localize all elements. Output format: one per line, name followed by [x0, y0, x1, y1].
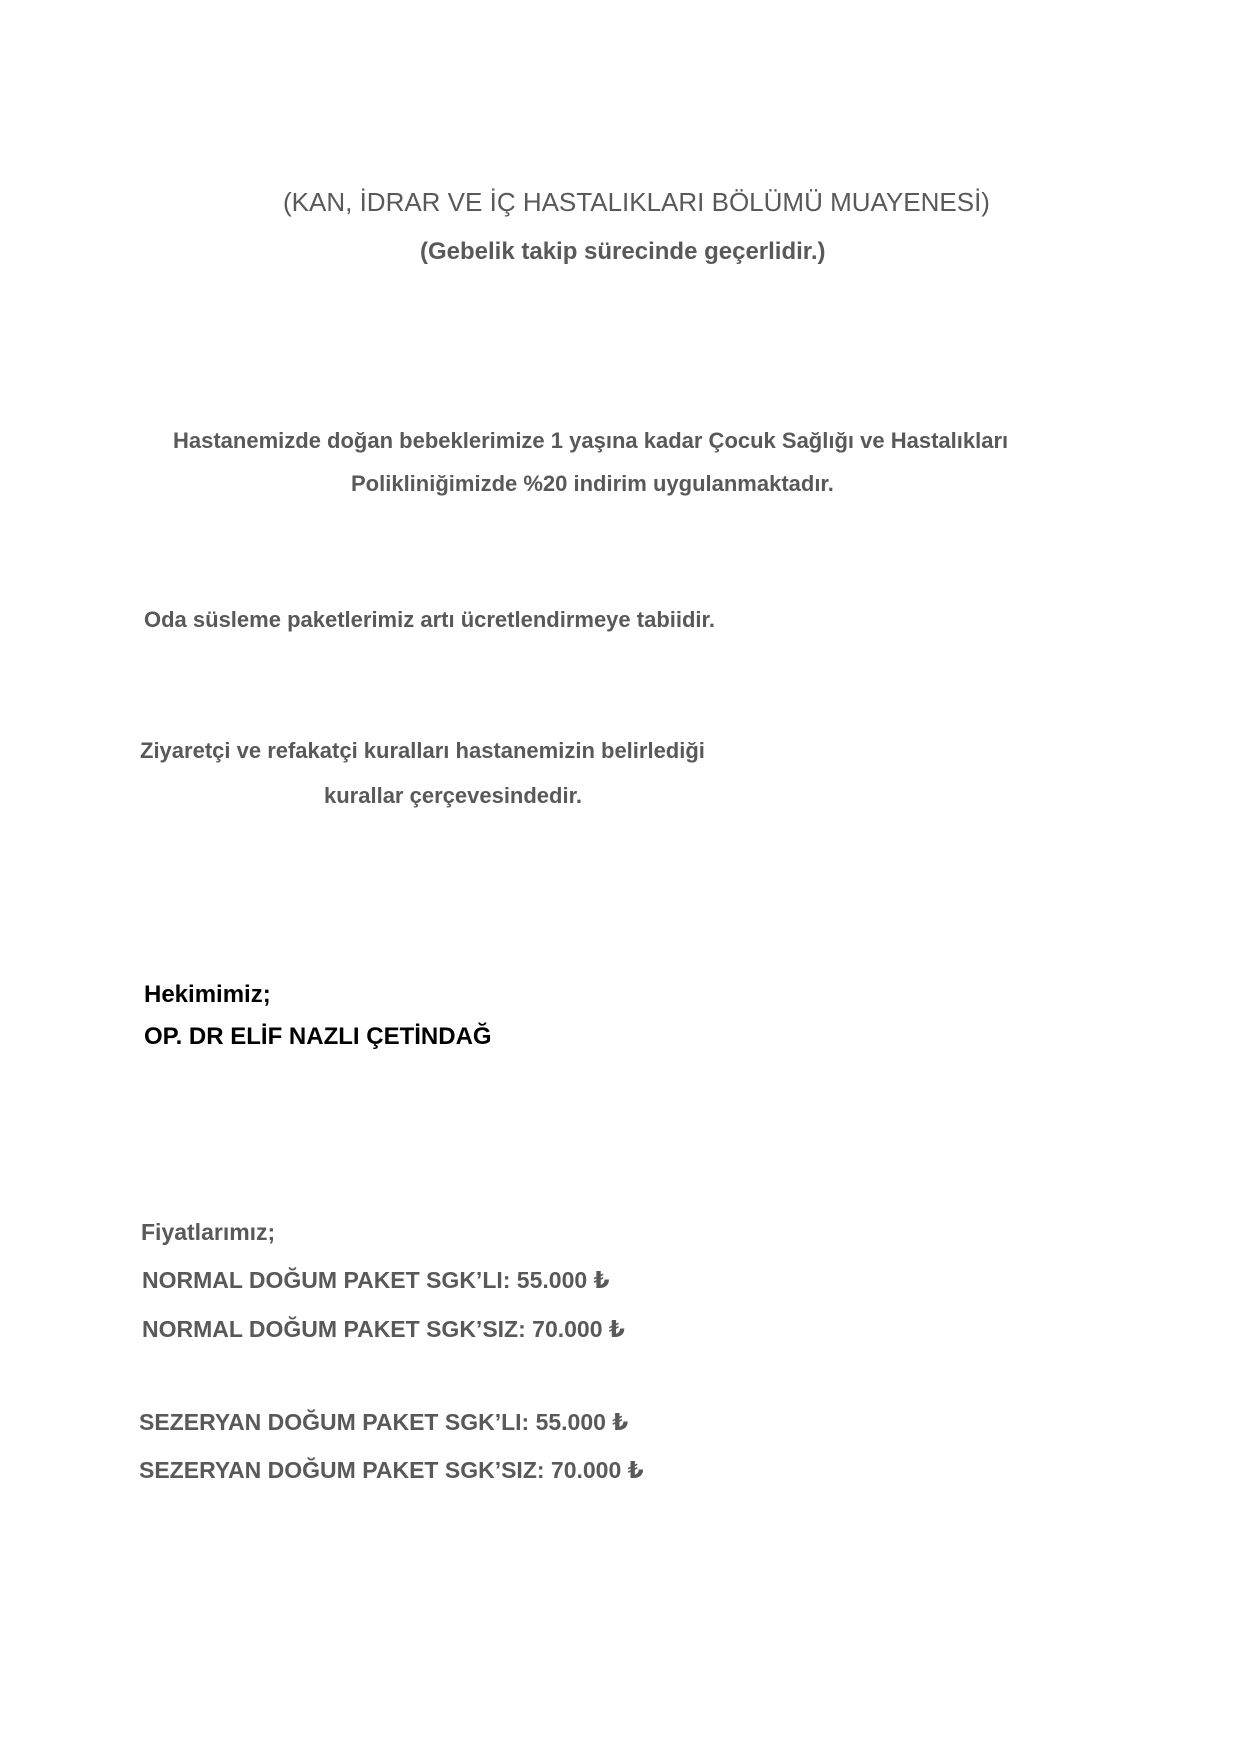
price-line-cesarean-birth-sgk: SEZERYAN DOĞUM PAKET SGK’LI: 55.000 ₺: [139, 1409, 629, 1435]
visitor-rules-note-line2: kurallar çerçevesindedir.: [324, 783, 583, 808]
pregnancy-validity-subtitle: (Gebelik takip sürecinde geçerlidir.): [420, 238, 826, 265]
doctor-name: OP. DR ELİF NAZLI ÇETİNDAĞ: [144, 1023, 492, 1050]
price-line-cesarean-birth-no-sgk: SEZERYAN DOĞUM PAKET SGK’SIZ: 70.000 ₺: [139, 1457, 644, 1483]
room-decoration-note: Oda süsleme paketlerimiz artı ücretlendirmeye tabiidir.: [144, 607, 716, 632]
price-line-normal-birth-no-sgk: NORMAL DOĞUM PAKET SGK’SIZ: 70.000 ₺: [142, 1316, 625, 1342]
newborn-discount-note-line2: Polikliniğimizde %20 indirim uygulanmaktadır.: [351, 471, 834, 496]
doctor-section-heading: Hekimimiz;: [144, 981, 271, 1008]
exam-scope-title: (KAN, İDRAR VE İÇ HASTALIKLARI BÖLÜMÜ MUAYENESİ): [283, 187, 990, 217]
prices-section-heading: Fiyatlarımız;: [141, 1219, 276, 1245]
newborn-discount-note-line1: Hastanemizde doğan bebeklerimize 1 yaşına kadar Çocuk Sağlığı ve Hastalıkları: [173, 428, 1009, 453]
price-line-normal-birth-sgk: NORMAL DOĞUM PAKET SGK’LI: 55.000 ₺: [142, 1267, 610, 1293]
visitor-rules-note-line1: Ziyaretçi ve refakatçi kuralları hastanemizin belirlediği: [140, 738, 705, 763]
